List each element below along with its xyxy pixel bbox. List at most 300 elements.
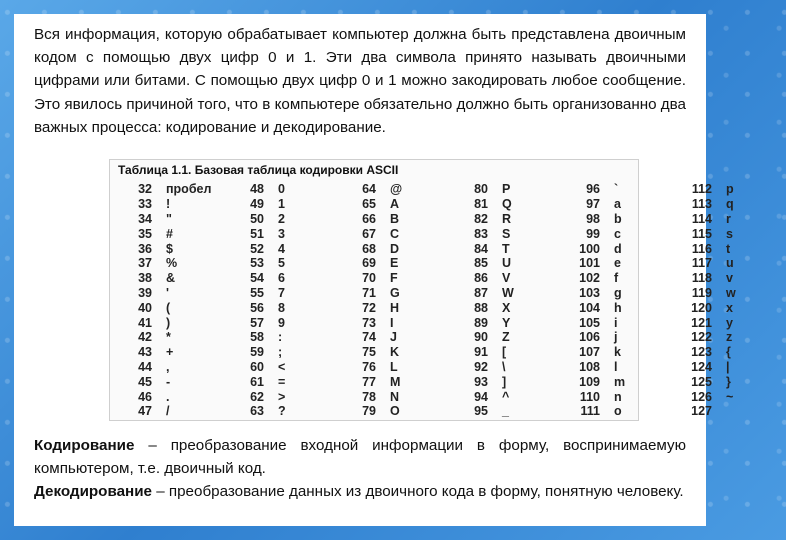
ascii-column <box>226 182 338 419</box>
ascii-row <box>338 330 450 345</box>
ascii-row <box>114 212 226 227</box>
ascii-row <box>226 256 338 271</box>
ascii-symbol: 4 <box>278 241 285 256</box>
ascii-row <box>674 197 786 212</box>
ascii-code: 42 <box>138 330 152 345</box>
ascii-symbol: X <box>502 300 511 315</box>
ascii-code: 66 <box>362 211 376 226</box>
ascii-row <box>562 374 674 389</box>
ascii-code: 123 <box>691 345 712 360</box>
definitions <box>34 434 686 504</box>
ascii-symbol: \ <box>502 359 506 374</box>
ascii-symbol: ! <box>166 197 171 212</box>
ascii-symbol: J <box>390 330 397 345</box>
ascii-row <box>450 212 562 227</box>
ascii-symbol: Y <box>502 315 511 330</box>
ascii-symbol: H <box>390 300 400 315</box>
ascii-code: 35 <box>138 226 152 241</box>
ascii-symbol: { <box>726 345 731 360</box>
intro-paragraph: Вся информация, которую обрабатывает компьютер должна быть представлена двоичным кодом с помощью двух цифр 0 и 1. Эти два символа принято называть двоичными цифрами или битами. С помощью двух цифр 0 и 1 можно закодировать любое сообщение. Это явилось причиной того, что в компьютере обязательно должно быть организованно два важных процесса: кодирование и декодирование. <box>34 26 686 136</box>
ascii-row <box>562 182 674 197</box>
ascii-symbol: _ <box>502 404 509 419</box>
ascii-row <box>114 345 226 360</box>
ascii-row <box>450 330 562 345</box>
ascii-code: 46 <box>138 389 152 404</box>
ascii-row <box>674 286 786 301</box>
ascii-symbol: a <box>614 197 621 212</box>
ascii-code: 52 <box>250 241 264 256</box>
ascii-row <box>450 360 562 375</box>
ascii-code: 62 <box>250 389 264 404</box>
ascii-code: 72 <box>362 300 376 315</box>
definition-term: Декодирование <box>34 483 152 501</box>
ascii-code: 79 <box>362 404 376 419</box>
ascii-code: 55 <box>250 285 264 300</box>
ascii-row <box>450 300 562 315</box>
ascii-row <box>674 226 786 241</box>
ascii-code: 34 <box>138 211 152 226</box>
ascii-code: 87 <box>474 285 488 300</box>
ascii-code: 108 <box>579 359 600 374</box>
ascii-symbol: z <box>726 330 733 345</box>
ascii-code: 101 <box>579 256 600 271</box>
ascii-symbol: ' <box>166 285 169 300</box>
ascii-code: 48 <box>250 182 264 197</box>
ascii-code: 109 <box>579 374 600 389</box>
ascii-code: 118 <box>691 271 712 286</box>
ascii-code: 110 <box>579 389 600 404</box>
ascii-code: 127 <box>691 404 712 419</box>
ascii-code: 36 <box>138 241 152 256</box>
ascii-symbol: K <box>390 345 400 360</box>
ascii-symbol: 1 <box>278 197 285 212</box>
ascii-code: 94 <box>474 389 488 404</box>
ascii-symbol: f <box>614 271 619 286</box>
ascii-symbol: v <box>726 271 733 286</box>
ascii-symbol: A <box>390 197 400 212</box>
ascii-symbol: R <box>502 211 512 226</box>
ascii-code: 40 <box>138 300 152 315</box>
ascii-row <box>674 241 786 256</box>
ascii-code: 44 <box>138 359 152 374</box>
ascii-row <box>114 256 226 271</box>
ascii-symbol: j <box>614 330 618 345</box>
ascii-row <box>338 315 450 330</box>
ascii-symbol: Z <box>502 330 510 345</box>
ascii-row <box>674 389 786 404</box>
ascii-symbol: M <box>390 374 401 389</box>
ascii-row <box>338 241 450 256</box>
ascii-code: 89 <box>474 315 488 330</box>
ascii-symbol: L <box>390 359 398 374</box>
ascii-code: 76 <box>362 359 376 374</box>
ascii-code: 126 <box>691 389 712 404</box>
ascii-row <box>562 315 674 330</box>
ascii-row <box>226 182 338 197</box>
ascii-row <box>114 226 226 241</box>
ascii-symbol: l <box>614 359 618 374</box>
ascii-code: 119 <box>691 285 712 300</box>
ascii-row <box>226 360 338 375</box>
definition-decoding <box>34 480 686 503</box>
ascii-code: 125 <box>691 374 712 389</box>
ascii-row <box>226 197 338 212</box>
ascii-symbol: b <box>614 211 622 226</box>
ascii-symbol: пробел <box>166 182 212 197</box>
ascii-row <box>226 212 338 227</box>
ascii-code: 58 <box>250 330 264 345</box>
ascii-code: 121 <box>691 315 712 330</box>
slide <box>14 14 736 526</box>
ascii-code: 100 <box>579 241 600 256</box>
ascii-code: 86 <box>474 271 488 286</box>
ascii-code: 122 <box>691 330 712 345</box>
ascii-code: 103 <box>579 285 600 300</box>
ascii-column <box>674 182 786 419</box>
ascii-symbol: [ <box>502 345 507 360</box>
ascii-symbol: r <box>726 211 731 226</box>
ascii-row <box>338 389 450 404</box>
ascii-row <box>674 182 786 197</box>
ascii-code: 83 <box>474 226 488 241</box>
ascii-code: 82 <box>474 211 488 226</box>
definition-encoding <box>34 434 686 480</box>
ascii-row <box>338 360 450 375</box>
definition-text: – преобразование входной информации в форму, воспринимаемую компьютером, т.е. двоичный код. <box>34 437 686 478</box>
ascii-row <box>562 389 674 404</box>
ascii-symbol: G <box>390 285 400 300</box>
ascii-symbol: & <box>166 271 176 286</box>
ascii-symbol: k <box>614 345 621 360</box>
ascii-symbol: g <box>614 285 622 300</box>
ascii-symbol: # <box>166 226 173 241</box>
definition-text: – преобразование данных из двоичного кода в форму, понятную человеку. <box>152 483 684 501</box>
ascii-symbol: T <box>502 241 510 256</box>
ascii-symbol: W <box>502 285 514 300</box>
ascii-code: 95 <box>474 404 488 419</box>
ascii-code: 96 <box>586 182 600 197</box>
ascii-symbol: - <box>166 374 171 389</box>
ascii-symbol: m <box>614 374 626 389</box>
ascii-code: 88 <box>474 300 488 315</box>
ascii-row <box>562 226 674 241</box>
ascii-row <box>562 300 674 315</box>
ascii-code: 63 <box>250 404 264 419</box>
ascii-symbol: w <box>726 285 736 300</box>
ascii-code: 74 <box>362 330 376 345</box>
ascii-symbol: i <box>614 315 618 330</box>
ascii-symbol: U <box>502 256 512 271</box>
ascii-row <box>562 286 674 301</box>
ascii-code: 50 <box>250 211 264 226</box>
ascii-code: 98 <box>586 211 600 226</box>
ascii-code: 93 <box>474 374 488 389</box>
ascii-code: 113 <box>691 197 712 212</box>
ascii-symbol: < <box>278 359 286 374</box>
ascii-code: 60 <box>250 359 264 374</box>
ascii-symbol: ] <box>502 374 507 389</box>
ascii-row <box>450 241 562 256</box>
ascii-symbol: o <box>614 404 622 419</box>
ascii-row <box>450 315 562 330</box>
ascii-code: 38 <box>138 271 152 286</box>
ascii-code: 41 <box>138 315 152 330</box>
ascii-row <box>674 374 786 389</box>
ascii-row <box>226 226 338 241</box>
ascii-code: 59 <box>250 345 264 360</box>
ascii-column <box>562 182 674 419</box>
ascii-symbol: ; <box>278 345 283 360</box>
ascii-symbol: P <box>502 182 511 197</box>
ascii-row <box>562 330 674 345</box>
ascii-row <box>674 212 786 227</box>
ascii-code: 124 <box>691 359 712 374</box>
ascii-code: 105 <box>579 315 600 330</box>
ascii-row <box>338 197 450 212</box>
ascii-symbol: ) <box>166 315 171 330</box>
ascii-row <box>226 374 338 389</box>
ascii-symbol: Q <box>502 197 512 212</box>
ascii-row <box>674 360 786 375</box>
ascii-row <box>562 241 674 256</box>
ascii-symbol: 6 <box>278 271 285 286</box>
ascii-column <box>114 182 226 419</box>
ascii-row <box>114 300 226 315</box>
ascii-row <box>338 345 450 360</box>
ascii-symbol: ^ <box>502 389 510 404</box>
ascii-row <box>674 256 786 271</box>
ascii-code: 57 <box>250 315 264 330</box>
ascii-row <box>226 345 338 360</box>
ascii-row <box>674 271 786 286</box>
ascii-row <box>562 212 674 227</box>
ascii-code: 81 <box>474 197 488 212</box>
ascii-column <box>450 182 562 419</box>
ascii-symbol: ~ <box>726 389 734 404</box>
ascii-code: 69 <box>362 256 376 271</box>
ascii-row <box>338 256 450 271</box>
ascii-row <box>450 271 562 286</box>
ascii-column <box>338 182 450 419</box>
ascii-symbol: / <box>166 404 170 419</box>
ascii-symbol: D <box>390 241 400 256</box>
ascii-code: 117 <box>691 256 712 271</box>
ascii-table-image <box>109 159 736 421</box>
ascii-code: 106 <box>579 330 600 345</box>
ascii-code: 68 <box>362 241 376 256</box>
ascii-symbol: @ <box>390 182 403 197</box>
ascii-symbol: h <box>614 300 622 315</box>
ascii-code: 67 <box>362 226 376 241</box>
ascii-code: 104 <box>579 300 600 315</box>
ascii-row <box>338 300 450 315</box>
ascii-code: 112 <box>691 182 712 197</box>
ascii-code: 53 <box>250 256 264 271</box>
ascii-symbol: S <box>502 226 511 241</box>
ascii-symbol: F <box>390 271 398 286</box>
ascii-code: 43 <box>138 345 152 360</box>
ascii-row <box>226 330 338 345</box>
ascii-code: 111 <box>580 404 600 419</box>
ascii-symbol: p <box>726 182 734 197</box>
ascii-symbol: q <box>726 197 734 212</box>
ascii-row <box>562 256 674 271</box>
ascii-symbol: ( <box>166 300 171 315</box>
ascii-code: 84 <box>474 241 488 256</box>
ascii-row <box>562 345 674 360</box>
ascii-code: 71 <box>362 285 376 300</box>
ascii-symbol: ? <box>278 404 286 419</box>
ascii-row <box>226 404 338 419</box>
ascii-code: 114 <box>691 211 712 226</box>
ascii-code: 39 <box>138 285 152 300</box>
ascii-row <box>338 226 450 241</box>
ascii-code: 80 <box>474 182 488 197</box>
ascii-row <box>674 404 786 419</box>
ascii-row <box>226 286 338 301</box>
ascii-symbol: s <box>726 226 733 241</box>
ascii-row <box>226 300 338 315</box>
ascii-code: 51 <box>250 226 264 241</box>
ascii-code: 61 <box>250 374 264 389</box>
ascii-row <box>562 197 674 212</box>
ascii-symbol: > <box>278 389 286 404</box>
ascii-row <box>450 226 562 241</box>
ascii-symbol: C <box>390 226 400 241</box>
ascii-row <box>338 286 450 301</box>
ascii-symbol: : <box>278 330 283 345</box>
ascii-symbol: 5 <box>278 256 285 271</box>
ascii-symbol: 0 <box>278 182 285 197</box>
ascii-symbol: + <box>166 345 174 360</box>
ascii-symbol: c <box>614 226 621 241</box>
ascii-row <box>674 345 786 360</box>
ascii-symbol: e <box>614 256 621 271</box>
ascii-row <box>338 404 450 419</box>
ascii-code: 45 <box>138 374 152 389</box>
ascii-code: 99 <box>586 226 600 241</box>
ascii-code: 115 <box>691 226 712 241</box>
ascii-row <box>674 300 786 315</box>
ascii-row <box>114 315 226 330</box>
ascii-symbol: I <box>390 315 394 330</box>
ascii-row <box>114 404 226 419</box>
ascii-row <box>450 197 562 212</box>
ascii-code: 78 <box>362 389 376 404</box>
ascii-code: 49 <box>250 197 264 212</box>
ascii-row <box>450 404 562 419</box>
ascii-symbol: n <box>614 389 622 404</box>
ascii-symbol: t <box>726 241 731 256</box>
ascii-row <box>450 182 562 197</box>
ascii-code: 65 <box>362 197 376 212</box>
ascii-row <box>562 271 674 286</box>
ascii-row <box>674 330 786 345</box>
ascii-symbol: 3 <box>278 226 285 241</box>
ascii-row <box>114 182 226 197</box>
ascii-symbol: E <box>390 256 399 271</box>
ascii-row <box>338 271 450 286</box>
ascii-code: 102 <box>579 271 600 286</box>
ascii-code: 37 <box>138 256 152 271</box>
ascii-code: 73 <box>362 315 376 330</box>
ascii-row <box>114 389 226 404</box>
ascii-table-grid <box>114 182 736 419</box>
ascii-symbol: N <box>390 389 400 404</box>
ascii-row <box>114 271 226 286</box>
ascii-symbol: x <box>726 300 733 315</box>
ascii-row <box>226 315 338 330</box>
ascii-symbol: = <box>278 374 286 389</box>
ascii-code: 77 <box>362 374 376 389</box>
ascii-row <box>562 360 674 375</box>
ascii-code: 70 <box>362 271 376 286</box>
ascii-symbol: 8 <box>278 300 285 315</box>
definition-term: Кодирование <box>34 437 135 454</box>
ascii-symbol: 9 <box>278 315 285 330</box>
ascii-code: 32 <box>138 182 152 197</box>
ascii-symbol: * <box>166 330 171 345</box>
ascii-symbol: u <box>726 256 734 271</box>
ascii-code: 47 <box>138 404 152 419</box>
ascii-row <box>114 330 226 345</box>
ascii-code: 91 <box>474 345 488 360</box>
ascii-code: 97 <box>586 197 600 212</box>
ascii-code: 75 <box>362 345 376 360</box>
ascii-row <box>450 345 562 360</box>
ascii-row <box>450 256 562 271</box>
ascii-row <box>114 241 226 256</box>
ascii-row <box>338 374 450 389</box>
ascii-code: 120 <box>691 300 712 315</box>
ascii-symbol: ` <box>614 182 619 197</box>
ascii-code: 56 <box>250 300 264 315</box>
ascii-symbol: 2 <box>278 211 285 226</box>
ascii-row <box>226 271 338 286</box>
ascii-symbol: y <box>726 315 733 330</box>
ascii-symbol: d <box>614 241 622 256</box>
ascii-row <box>450 389 562 404</box>
ascii-symbol: O <box>390 404 400 419</box>
ascii-code: 64 <box>362 182 376 197</box>
ascii-row <box>338 182 450 197</box>
ascii-symbol: B <box>390 211 400 226</box>
ascii-row <box>226 241 338 256</box>
ascii-row <box>114 360 226 375</box>
table-caption: Таблица 1.1. Базовая таблица кодировки ASCII <box>118 163 399 177</box>
ascii-code: 85 <box>474 256 488 271</box>
ascii-row <box>226 389 338 404</box>
ascii-row <box>114 286 226 301</box>
ascii-row <box>674 315 786 330</box>
ascii-row <box>450 374 562 389</box>
ascii-symbol: " <box>166 211 172 226</box>
ascii-row <box>562 404 674 419</box>
ascii-code: 33 <box>138 197 152 212</box>
ascii-row <box>338 212 450 227</box>
ascii-code: 90 <box>474 330 488 345</box>
ascii-symbol: . <box>166 389 170 404</box>
ascii-row <box>114 374 226 389</box>
ascii-symbol: } <box>726 374 731 389</box>
ascii-symbol: , <box>166 359 170 374</box>
ascii-symbol: | <box>726 359 730 374</box>
ascii-code: 116 <box>691 241 712 256</box>
ascii-row <box>114 197 226 212</box>
ascii-symbol: 7 <box>278 285 285 300</box>
ascii-symbol: $ <box>166 241 173 256</box>
ascii-symbol: % <box>166 256 178 271</box>
